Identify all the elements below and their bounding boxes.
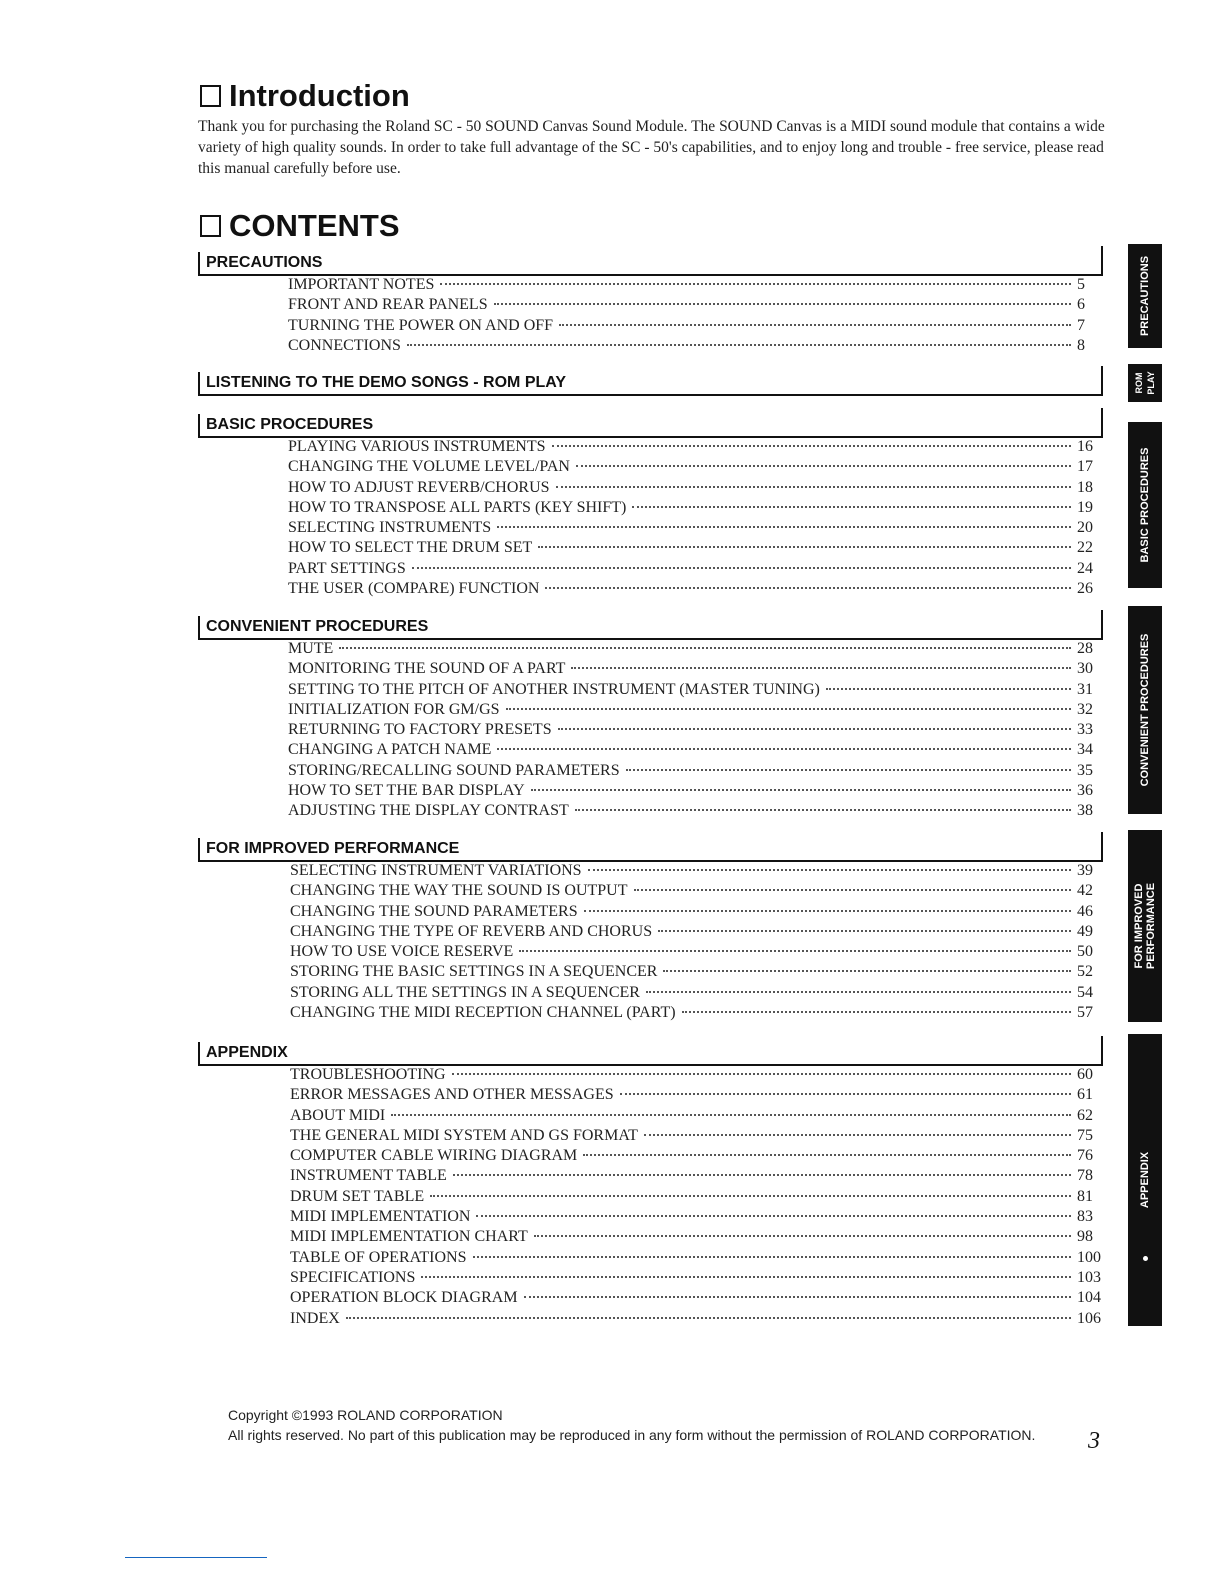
dot-leader	[545, 587, 1071, 589]
dot-leader	[339, 647, 1071, 649]
entry-page: 24	[1077, 559, 1093, 577]
entry-page: 5	[1077, 276, 1085, 293]
section-title: CONVENIENT PROCEDURES	[206, 618, 429, 635]
entry-page: 7	[1077, 316, 1085, 334]
toc-entry[interactable]	[288, 701, 1103, 721]
entry-title: CHANGING THE MIDI RECEPTION CHANNEL (PART)	[290, 1004, 676, 1022]
dot-leader	[524, 1296, 1071, 1298]
toc-section-precautions	[198, 252, 1103, 357]
toc-entry[interactable]	[290, 1188, 1103, 1208]
entry-title: HOW TO ADJUST REVERB/CHORUS	[288, 478, 550, 496]
dot-leader	[558, 728, 1071, 730]
dot-leader	[634, 889, 1072, 891]
dot-leader	[453, 1174, 1071, 1176]
toc-entry[interactable]	[290, 882, 1103, 902]
side-tab-improved-performance[interactable]	[1128, 830, 1162, 1022]
dot-leader	[626, 769, 1071, 771]
entry-page: 50	[1077, 943, 1093, 961]
entry-page: 54	[1077, 983, 1093, 1001]
toc-section-rom-play	[198, 372, 1103, 396]
entry-page: 103	[1077, 1268, 1101, 1286]
entry-page: 22	[1077, 539, 1093, 557]
toc-entry[interactable]	[290, 1086, 1103, 1106]
toc-entry[interactable]	[290, 923, 1103, 943]
entry-page: 62	[1077, 1106, 1093, 1124]
toc-entry[interactable]	[288, 296, 1103, 316]
toc-entry[interactable]	[288, 337, 1103, 357]
entry-title: MIDI IMPLEMENTATION	[290, 1208, 471, 1226]
toc-entry[interactable]	[290, 1269, 1103, 1289]
toc-entry[interactable]	[288, 317, 1103, 337]
toc-entry[interactable]	[288, 499, 1103, 519]
toc-entry[interactable]	[290, 984, 1103, 1004]
dot-leader	[494, 303, 1071, 305]
entry-title: MUTE	[288, 640, 334, 657]
toc-entry[interactable]	[290, 1066, 1103, 1086]
entry-title: CHANGING THE WAY THE SOUND IS OUTPUT	[290, 882, 628, 900]
dot-leader	[497, 526, 1071, 528]
entry-title: PART SETTINGS	[288, 559, 406, 577]
toc-entry[interactable]	[288, 580, 1103, 600]
entry-title: CONNECTIONS	[288, 336, 401, 354]
entry-page: 33	[1077, 721, 1093, 739]
side-tab-label: APPENDIX	[1139, 1151, 1151, 1209]
toc-entry[interactable]	[290, 862, 1103, 882]
entry-title: MIDI IMPLEMENTATION CHART	[290, 1228, 528, 1246]
dot-leader	[531, 789, 1071, 791]
entry-title: CHANGING THE VOLUME LEVEL/PAN	[288, 458, 570, 476]
toc-entry[interactable]	[288, 762, 1103, 782]
entry-page: 28	[1077, 640, 1093, 657]
copyright-footer	[228, 1405, 1048, 1445]
dot-leader	[534, 1235, 1071, 1237]
entry-page: 36	[1077, 782, 1093, 800]
side-tab-precautions[interactable]	[1128, 244, 1162, 348]
toc-section-appendix	[198, 1042, 1103, 1330]
entry-title: INSTRUMENT TABLE	[290, 1167, 447, 1185]
dot-leader	[663, 970, 1071, 972]
dot-leader	[682, 1011, 1071, 1013]
entry-page: 83	[1077, 1208, 1093, 1226]
dot-leader	[412, 567, 1071, 569]
dot-leader	[646, 991, 1071, 993]
entry-page: 57	[1077, 1004, 1093, 1022]
toc-entry[interactable]	[288, 438, 1103, 458]
page-number: 3	[1088, 1428, 1100, 1454]
entry-title: MONITORING THE SOUND OF A PART	[288, 660, 566, 678]
section-header[interactable]	[198, 616, 1103, 640]
toc-entry[interactable]	[290, 963, 1103, 983]
bullet-dot-icon	[1143, 1256, 1148, 1261]
entry-page: 31	[1077, 680, 1093, 698]
section-title: FOR IMPROVED PERFORMANCE	[206, 840, 460, 857]
entry-title: STORING ALL THE SETTINGS IN A SEQUENCER	[290, 983, 640, 1001]
section-title: PRECAUTIONS	[206, 254, 323, 271]
entry-page: 98	[1077, 1228, 1093, 1246]
toc-entry[interactable]	[288, 802, 1103, 822]
entry-page: 35	[1077, 761, 1093, 779]
entry-title: INDEX	[290, 1309, 340, 1327]
entry-title: ADJUSTING THE DISPLAY CONTRAST	[288, 802, 569, 820]
dot-leader	[421, 1276, 1071, 1278]
dot-leader	[559, 324, 1071, 326]
section-header[interactable]	[198, 1042, 1103, 1066]
dot-leader	[575, 809, 1071, 811]
contents-heading-text: CONTENTS	[229, 208, 400, 243]
dot-leader	[440, 283, 1071, 285]
contents-heading	[200, 208, 400, 244]
dot-leader	[584, 910, 1071, 912]
entry-list	[198, 438, 1103, 600]
dot-leader	[346, 1317, 1071, 1319]
entry-page: 39	[1077, 862, 1093, 879]
dot-leader	[632, 506, 1071, 508]
entry-page: 20	[1077, 519, 1093, 537]
side-tab-convenient-procedures[interactable]	[1128, 606, 1162, 814]
toc-entry[interactable]	[290, 1147, 1103, 1167]
entry-page: 19	[1077, 498, 1093, 516]
entry-title: ERROR MESSAGES AND OTHER MESSAGES	[290, 1086, 614, 1104]
entry-title: COMPUTER CABLE WIRING DIAGRAM	[290, 1147, 578, 1165]
dot-leader	[407, 344, 1071, 346]
entry-page: 106	[1077, 1309, 1101, 1327]
dot-leader	[556, 486, 1071, 488]
toc-entry[interactable]	[288, 782, 1103, 802]
toc-section-convenient-procedures	[198, 616, 1103, 823]
entry-title: THE GENERAL MIDI SYSTEM AND GS FORMAT	[290, 1126, 638, 1144]
side-tab-label: BASIC PROCEDURES	[1139, 447, 1151, 563]
toc-entry[interactable]	[290, 1228, 1103, 1248]
section-title: LISTENING TO THE DEMO SONGS - ROM PLAY	[206, 374, 567, 391]
dot-leader	[571, 667, 1071, 669]
entry-title: SELECTING INSTRUMENTS	[288, 519, 492, 537]
entry-title: IMPORTANT NOTES	[288, 276, 435, 293]
entry-title: CHANGING A PATCH NAME	[288, 741, 492, 759]
rights-notice: All rights reserved. No part of this publication may be reproduced in any form without the permission of ROLAND CORPORATION.	[228, 1427, 1036, 1443]
dot-leader	[583, 1154, 1071, 1156]
toc-entry[interactable]	[288, 276, 1103, 296]
entry-list	[198, 276, 1103, 357]
dot-leader	[644, 1134, 1071, 1136]
entry-title: HOW TO USE VOICE RESERVE	[290, 943, 514, 961]
toc-entry[interactable]	[290, 943, 1103, 963]
entry-title: STORING/RECALLING SOUND PARAMETERS	[288, 761, 620, 779]
dot-leader	[391, 1114, 1071, 1116]
toc-entry[interactable]	[288, 479, 1103, 499]
entry-title: TABLE OF OPERATIONS	[290, 1248, 467, 1266]
entry-title: RETURNING TO FACTORY PRESETS	[288, 721, 552, 739]
toc-entry[interactable]	[288, 458, 1103, 478]
checkbox-square-icon	[200, 85, 221, 107]
dot-leader	[588, 869, 1071, 871]
entry-page: 30	[1077, 660, 1093, 678]
toc-entry[interactable]	[290, 1004, 1103, 1024]
entry-title: STORING THE BASIC SETTINGS IN A SEQUENCER	[290, 963, 658, 981]
entry-page: 81	[1077, 1187, 1093, 1205]
section-header[interactable]	[198, 372, 1103, 396]
entry-page: 104	[1077, 1289, 1101, 1307]
entry-title: TURNING THE POWER ON AND OFF	[288, 316, 554, 334]
entry-page: 60	[1077, 1066, 1093, 1083]
section-header[interactable]	[198, 838, 1103, 862]
entry-page: 78	[1077, 1167, 1093, 1185]
side-tab-label: CONVENIENT PROCEDURES	[1139, 633, 1151, 787]
dot-leader	[497, 748, 1071, 750]
toc-entry[interactable]	[288, 539, 1103, 559]
entry-title: PLAYING VARIOUS INSTRUMENTS	[288, 438, 546, 455]
entry-title: HOW TO TRANSPOSE ALL PARTS (KEY SHIFT)	[288, 498, 627, 516]
toc-entry[interactable]	[290, 1249, 1103, 1269]
introduction-paragraph: Thank you for purchasing the Roland SC - 50 SOUND Canvas Sound Module. The SOUND Canvas is a MIDI sound module that contains a wide variety of high quality sounds. In order to take full advantage of the SC - 50's capabilities, and to enjoy long and trouble - free service, please read this manual carefully before use.	[198, 118, 1105, 177]
dot-leader	[620, 1093, 1071, 1095]
dot-leader	[576, 465, 1071, 467]
entry-title: FRONT AND REAR PANELS	[288, 296, 488, 314]
side-tab-label: FOR IMPROVED PERFORMANCE	[1133, 882, 1157, 970]
section-header[interactable]	[198, 252, 1103, 276]
entry-page: 49	[1077, 922, 1093, 940]
dot-leader	[552, 445, 1071, 447]
entry-title: INITIALIZATION FOR GM/GS	[288, 700, 500, 718]
toc-entry[interactable]	[290, 1208, 1103, 1228]
dot-leader	[506, 708, 1071, 710]
entry-list	[198, 862, 1103, 1024]
entry-page: 76	[1077, 1147, 1093, 1165]
dot-leader	[473, 1256, 1071, 1258]
dot-leader	[658, 930, 1071, 932]
toc-entry[interactable]	[290, 1289, 1103, 1309]
entry-page: 16	[1077, 438, 1093, 455]
checkbox-square-icon	[200, 215, 221, 237]
entry-title: HOW TO SELECT THE DRUM SET	[288, 539, 533, 557]
entry-list	[198, 1066, 1103, 1330]
entry-page: 38	[1077, 802, 1093, 820]
section-header[interactable]	[198, 414, 1103, 438]
section-title: APPENDIX	[206, 1044, 288, 1061]
toc-entry[interactable]	[290, 1310, 1103, 1330]
toc-entry[interactable]	[290, 1167, 1103, 1187]
entry-list	[198, 640, 1103, 823]
entry-page: 26	[1077, 580, 1093, 598]
entry-title: OPERATION BLOCK DIAGRAM	[290, 1289, 518, 1307]
dot-leader	[826, 688, 1071, 690]
entry-title: TROUBLESHOOTING	[290, 1066, 446, 1083]
entry-page: 6	[1077, 296, 1085, 314]
dot-leader	[430, 1195, 1071, 1197]
section-title: BASIC PROCEDURES	[206, 416, 374, 433]
entry-title: HOW TO SET THE BAR DISPLAY	[288, 782, 525, 800]
entry-page: 61	[1077, 1086, 1093, 1104]
toc-entry[interactable]	[288, 519, 1103, 539]
toc-entry[interactable]	[288, 660, 1103, 680]
entry-page: 18	[1077, 478, 1093, 496]
link-underline	[125, 1557, 267, 1558]
toc-entry[interactable]	[288, 721, 1103, 741]
entry-title: CHANGING THE TYPE OF REVERB AND CHORUS	[290, 922, 653, 940]
entry-page: 100	[1077, 1248, 1101, 1266]
entry-page: 46	[1077, 902, 1093, 920]
side-tab-label: PRECAUTIONS	[1139, 255, 1151, 337]
toc-entry[interactable]	[290, 1127, 1103, 1147]
entry-title: SPECIFICATIONS	[290, 1268, 416, 1286]
entry-page: 52	[1077, 963, 1093, 981]
entry-title: CHANGING THE SOUND PARAMETERS	[290, 902, 578, 920]
entry-page: 75	[1077, 1126, 1093, 1144]
entry-title: SETTING TO THE PITCH OF ANOTHER INSTRUMENT (MASTER TUNING)	[288, 680, 820, 698]
entry-title: SELECTING INSTRUMENT VARIATIONS	[290, 862, 582, 879]
side-tab-rom-play[interactable]	[1128, 364, 1162, 402]
entry-page: 17	[1077, 458, 1093, 476]
side-tab-basic-procedures[interactable]	[1128, 422, 1162, 588]
side-tab-label: ROM PLAY	[1134, 371, 1156, 395]
dot-leader	[476, 1215, 1071, 1217]
toc-entry[interactable]	[290, 1107, 1103, 1127]
copyright-line: Copyright ©1993 ROLAND CORPORATION	[228, 1407, 503, 1423]
entry-page: 34	[1077, 741, 1093, 759]
toc-section-improved-performance	[198, 838, 1103, 1024]
toc-entry[interactable]	[288, 681, 1103, 701]
entry-title: ABOUT MIDI	[290, 1106, 386, 1124]
entry-page: 32	[1077, 700, 1093, 718]
entry-page: 42	[1077, 882, 1093, 900]
entry-title: THE USER (COMPARE) FUNCTION	[288, 580, 540, 598]
entry-page: 8	[1077, 336, 1085, 354]
toc-entry[interactable]	[288, 741, 1103, 761]
introduction-heading-text: Introduction	[229, 78, 410, 113]
introduction-heading	[200, 78, 410, 114]
dot-leader	[538, 546, 1071, 548]
dot-leader	[452, 1073, 1071, 1075]
entry-title: DRUM SET TABLE	[290, 1187, 425, 1205]
dot-leader	[519, 950, 1071, 952]
toc-section-basic-procedures	[198, 414, 1103, 600]
side-tab-appendix[interactable]	[1128, 1034, 1162, 1326]
toc-entry[interactable]	[288, 640, 1103, 660]
toc-entry[interactable]	[288, 560, 1103, 580]
toc-entry[interactable]	[290, 903, 1103, 923]
